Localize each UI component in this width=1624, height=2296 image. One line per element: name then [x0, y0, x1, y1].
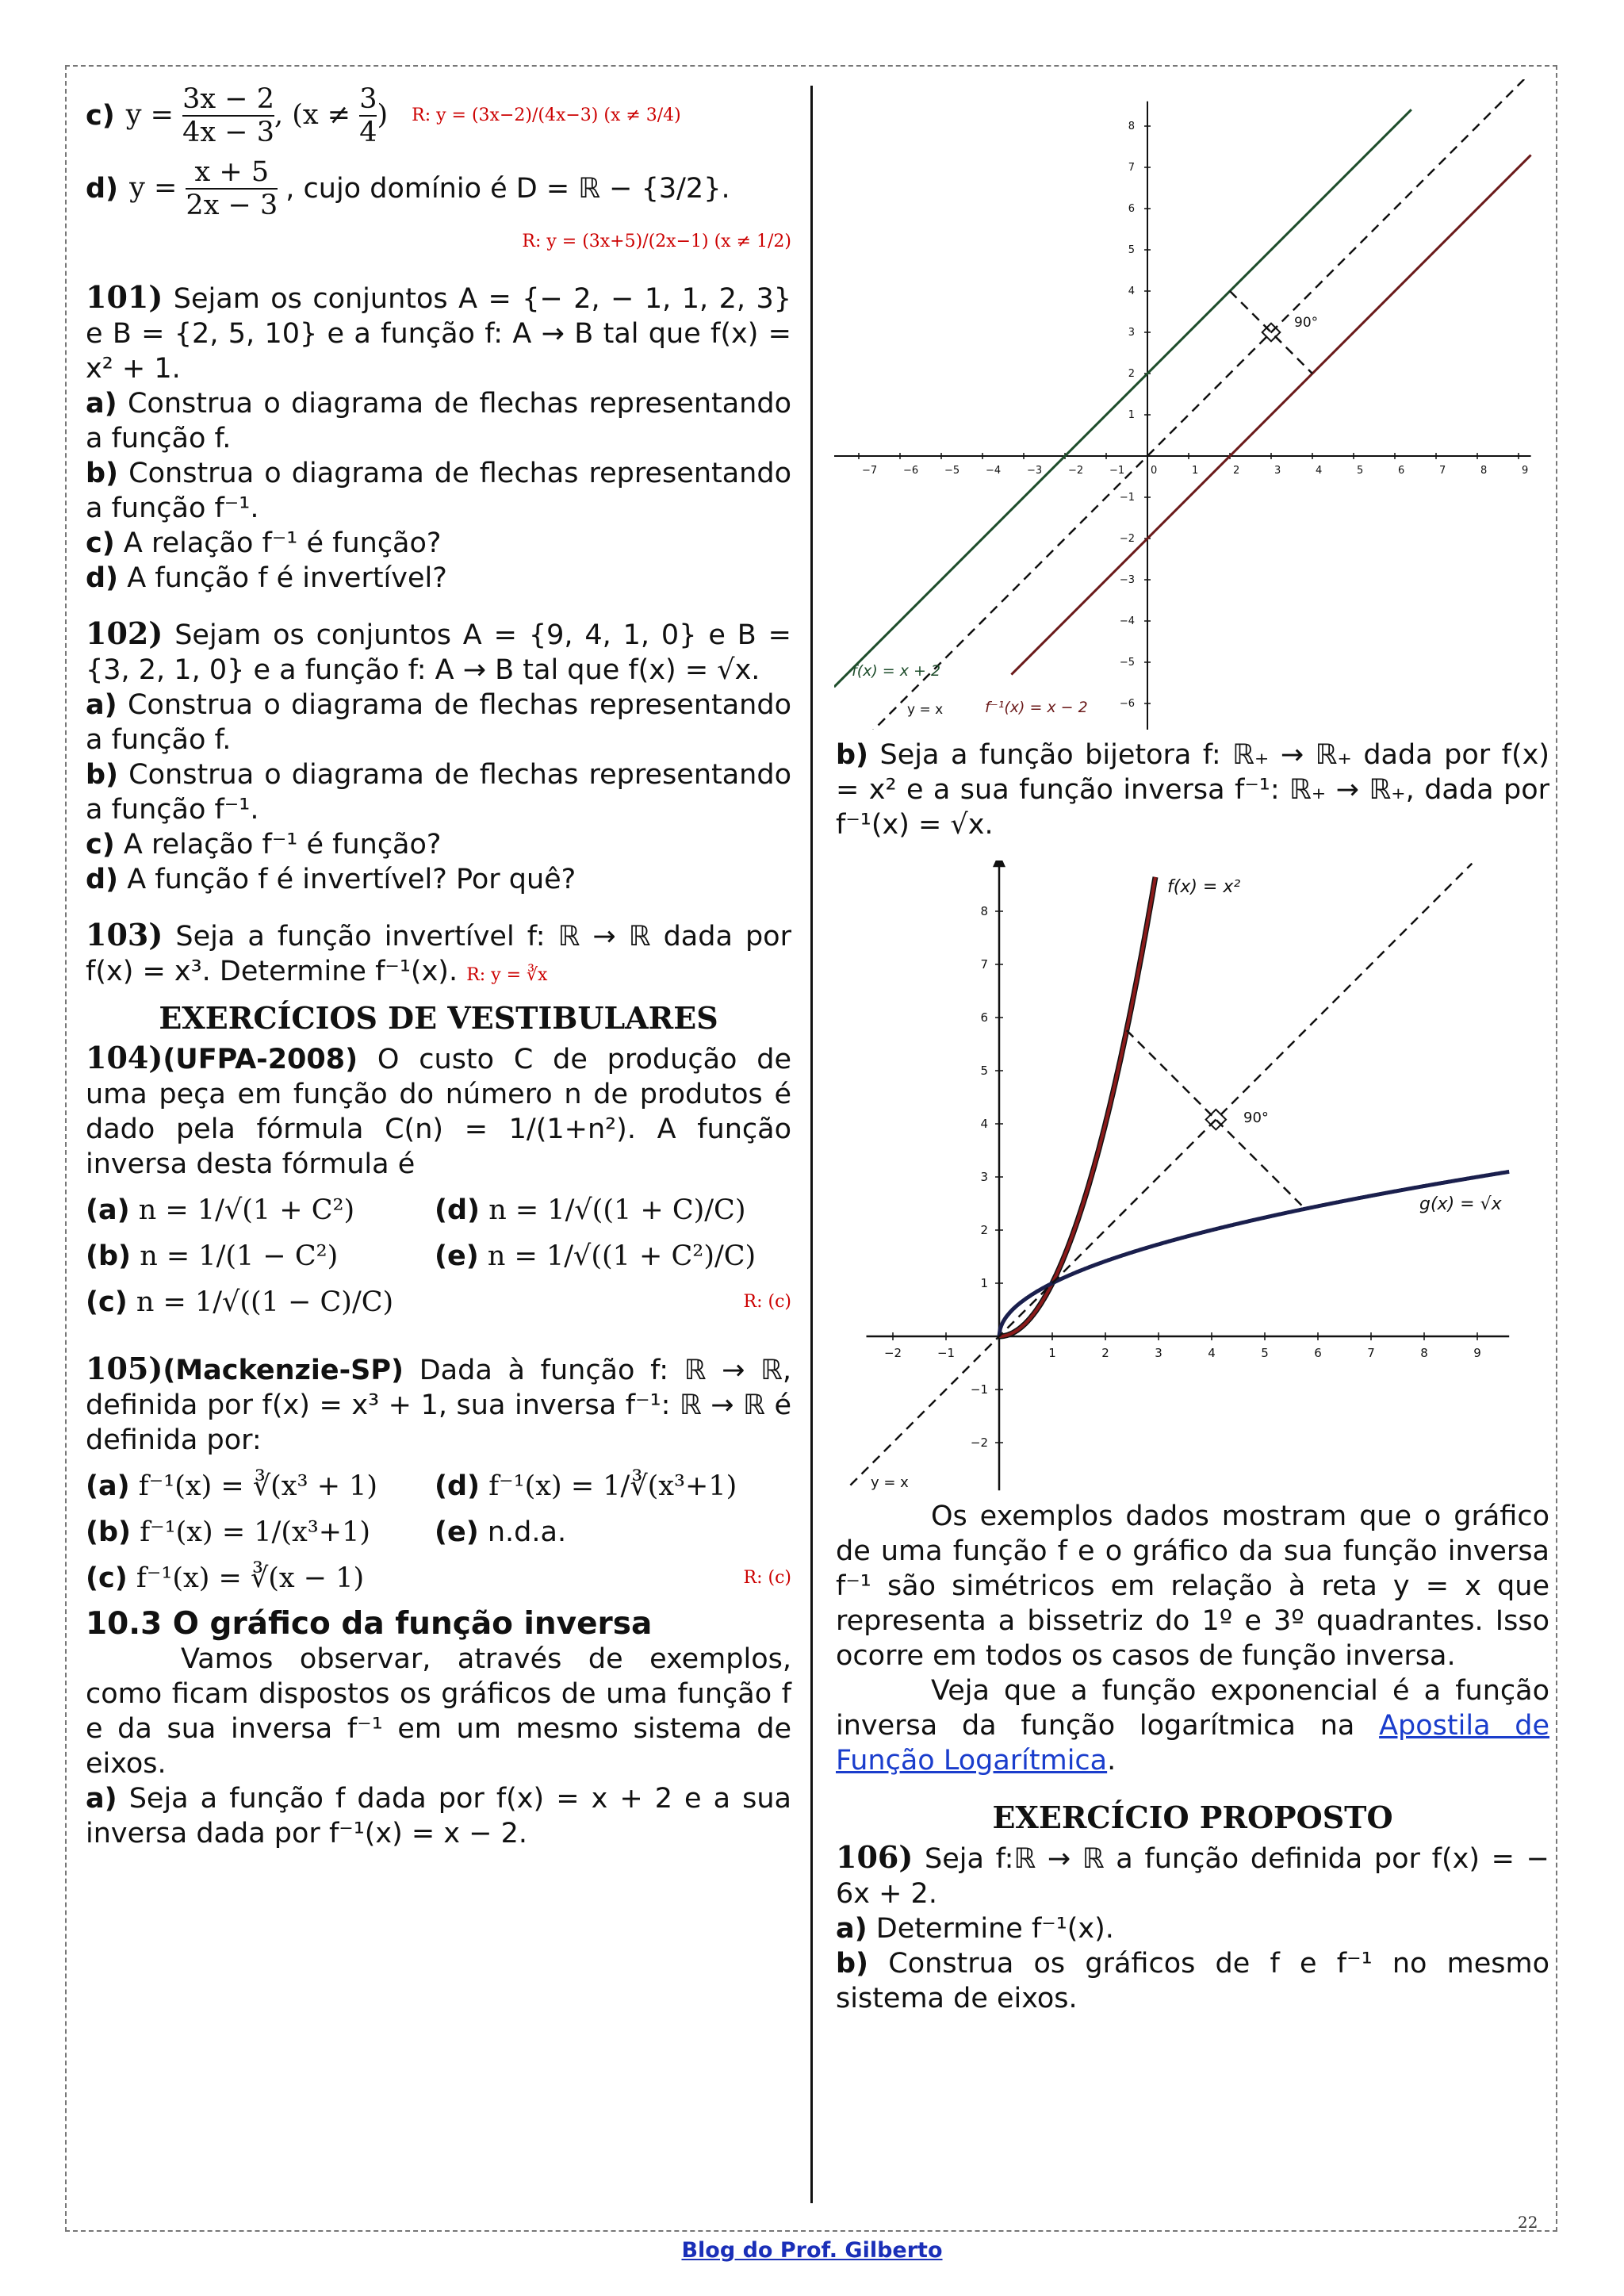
- graph-linear-inverse: [834, 79, 1548, 730]
- q102-c: A relação f⁻¹ é função?: [123, 829, 442, 861]
- graph1-y-tick-label: 7: [1128, 162, 1135, 174]
- right-column: b) Seja a função bijetora f: ℝ₊ → ℝ₊ dada por f(x) = x² e a sua função inversa f⁻¹: ℝ₊ → ℝ₊, dada por f⁻¹(x) = √x.: [836, 739, 1549, 841]
- graph1-angle-label: 90°: [1294, 315, 1319, 331]
- graph1-x-tick-label: 3: [1274, 465, 1281, 477]
- item-c: [86, 79, 791, 152]
- q101: [86, 280, 791, 386]
- q105-options-row2: (b) f⁻¹(x) = 1/(x³+1) (e) n.d.a.: [86, 1516, 567, 1548]
- q105-answer: R: (c): [743, 1568, 791, 1588]
- item-d: [86, 152, 791, 225]
- graph1-x-tick-label: 6: [1398, 465, 1405, 477]
- graph1-yx-label: y = x: [907, 702, 944, 718]
- graph2-x-tick-label: 9: [1473, 1346, 1481, 1360]
- q106-number: 106): [836, 1839, 914, 1875]
- graph2-f-label: f(x) = x²: [1167, 877, 1241, 897]
- apostila-link[interactable]: Apostila de Função Logarítmica: [836, 1710, 1549, 1777]
- section-10-3-text: Vamos observar, através de exemplos, como ficam dispostos os gráficos de uma função f e da sua inversa f⁻¹ em um mesmo sistema de eixos.: [86, 1643, 791, 1780]
- graph2-y-tick-label: 3: [980, 1170, 988, 1184]
- graph1-y-tick-label: −4: [1119, 615, 1135, 627]
- section-10-3-title: 10.3 O gráfico da função inversa: [86, 1606, 653, 1642]
- graph2-x-tick-label: 8: [1420, 1346, 1428, 1360]
- item-c-equation: y = $\frac{3x - 2}{4x - 3}$ , (x ≠ $\frac{3}{4}$ ): [125, 82, 389, 148]
- graph1-x-tick-label: −1: [1109, 465, 1125, 477]
- graph1-x-tick-label: 8: [1480, 465, 1488, 477]
- q102-a: Construa o diagrama de flechas representando a função f.: [86, 689, 791, 756]
- item-c-answer: R: y = (3x−2)/(4x−3) (x ≠ 3/4): [412, 105, 681, 125]
- q105-number: 105): [86, 1351, 163, 1386]
- graph2-x-tick-label: 1: [1048, 1346, 1056, 1360]
- q102-b: Construa o diagrama de flechas representando a função f⁻¹.: [86, 759, 791, 826]
- graph2-g-label: g(x) = √x: [1419, 1194, 1502, 1214]
- footer-blog-link[interactable]: Blog do Prof. Gilberto: [681, 2238, 943, 2263]
- graph1-x-tick-label: 0: [1151, 465, 1158, 477]
- page-number: 22: [1518, 2213, 1538, 2232]
- q105-text: Dada à função f: ℝ → ℝ, definida por f(x) = x³ + 1, sua inversa f⁻¹: ℝ → ℝ é definida por:: [86, 1355, 791, 1456]
- item-c-label: c): [86, 100, 115, 132]
- graph1-y-tick-label: 1: [1128, 409, 1135, 421]
- graph1-x-tick-label: −5: [944, 465, 960, 477]
- q104-option-a: n = 1/√(1 + C²): [138, 1194, 355, 1226]
- graph1-x-tick-label: −4: [986, 465, 1002, 477]
- graph1-yx-line: [867, 79, 1529, 730]
- q104-option-c: n = 1/√((1 − C)/C): [136, 1286, 394, 1318]
- item-d-answer: R: y = (3x+5)/(2x−1) (x ≠ 1/2): [522, 232, 791, 251]
- graph2-y-tick-label: 8: [980, 904, 988, 918]
- q102: [86, 616, 791, 688]
- q104: [86, 1041, 791, 1182]
- item-d-label: d): [86, 173, 119, 205]
- graph-square-sqrt: [834, 861, 1548, 1495]
- q102-number: 102): [86, 615, 163, 651]
- graph2-f-curve: [999, 877, 1155, 1336]
- graph2-angle-label: 90°: [1243, 1110, 1269, 1126]
- q103-number: 103): [86, 917, 163, 953]
- graph2-y-tick-label: 4: [980, 1117, 988, 1131]
- graph2-x-tick-label: −1: [936, 1346, 956, 1360]
- q104-text: O custo C de produção de uma peça em função do número n de produtos é dado pela fórmula C(n) = 1/(1+n²). A função inversa desta fórmula é: [86, 1044, 791, 1180]
- graph1-y-tick-label: −6: [1119, 698, 1135, 710]
- q105-option-a: f⁻¹(x) = ∛(x³ + 1): [138, 1470, 378, 1502]
- graph1-y-tick-label: 5: [1128, 244, 1135, 256]
- q103-answer: R: y = ∛x: [466, 965, 548, 985]
- graph1-y-tick-label: 4: [1128, 286, 1135, 297]
- graph2-f-curve-outline: [999, 877, 1155, 1336]
- q101-number: 101): [86, 279, 163, 315]
- graph2-y-tick-label: 1: [980, 1276, 988, 1290]
- graph2-y-arrow: [993, 861, 1005, 867]
- graph2-yx-line: [850, 864, 1472, 1485]
- q104-options-row2: (b) n = 1/(1 − C²) (e) n = 1/√((1 + C²)/C): [86, 1240, 756, 1272]
- exp-log-paragraph: Veja que a função exponencial é a função inversa da função logarítmica na: [836, 1675, 1549, 1742]
- graph1-y-tick-label: 3: [1128, 327, 1135, 339]
- q105-option-b: f⁻¹(x) = 1/(x³+1): [140, 1516, 371, 1548]
- q101-d: A função f é invertível?: [127, 562, 447, 594]
- q105-options-row3: (c) f⁻¹(x) = ∛(x − 1) R: (c): [86, 1562, 791, 1594]
- q104-option-e: n = 1/√((1 + C²)/C): [487, 1240, 756, 1272]
- graph2-y-tick-label: 6: [980, 1010, 988, 1025]
- right-column-text: Os exemplos dados mostram que o gráfico de uma função f e o gráfico da sua função inversa f⁻¹ são simétricos em relação à reta y = x que representa a bissetriz do 1º e 3º quadrantes. Isso ocorre em todos os casos de função inversa. Veja que a função exponencial é a função inversa da função logarítmica na Apostila de Função Logarítmica. EXERCÍCIO PROPOSTO 106) Seja f:ℝ → ℝ a função definida por f(x) = − 6x + 2. a) Determine f⁻¹(x). b) Construa os gráficos de f e f⁻¹ no mesmo sistema de eixos.: [836, 1501, 1549, 2014]
- q105-option-d: f⁻¹(x) = 1/∛(x³+1): [488, 1470, 737, 1502]
- q103: [86, 918, 791, 993]
- q105-option-c: f⁻¹(x) = ∛(x − 1): [136, 1562, 365, 1594]
- symmetry-paragraph: Os exemplos dados mostram que o gráfico de uma função f e o gráfico da sua função inversa f⁻¹ são simétricos em relação à reta y = x que representa a bissetriz do 1º e 3º quadrantes. Isso ocorre em todos os casos de função inversa.: [836, 1501, 1549, 1672]
- graph1-x-tick-label: 1: [1192, 465, 1199, 477]
- graph1-x-tick-label: 4: [1316, 465, 1323, 477]
- section-title-vestibulares: EXERCÍCIOS DE VESTIBULARES: [159, 1000, 718, 1036]
- graph1-y-tick-label: −1: [1119, 492, 1135, 504]
- q105-options-row1: (a) f⁻¹(x) = ∛(x³ + 1) (d) f⁻¹(x) = 1/∛(x³+1): [86, 1470, 737, 1502]
- q101-b: Construa o diagrama de flechas representando a função f⁻¹.: [86, 458, 791, 524]
- q106-text: Seja f:ℝ → ℝ a função definida por f(x) = − 6x + 2.: [836, 1843, 1549, 1910]
- graph2-x-tick-label: 7: [1367, 1346, 1375, 1360]
- graph1-x-tick-label: 2: [1233, 465, 1240, 477]
- q102-d: A função f é invertível? Por quê?: [127, 864, 576, 895]
- graph2-y-tick-label: 7: [980, 957, 988, 972]
- q105-option-e: n.d.a.: [487, 1516, 567, 1548]
- graph1-x-tick-label: −3: [1027, 465, 1043, 477]
- q104-options-row1: (a) n = 1/√(1 + C²) (d) n = 1/√((1 + C)/C): [86, 1194, 746, 1226]
- column-divider: [810, 86, 813, 2203]
- graph2-y-tick-label: 2: [980, 1223, 988, 1237]
- graph1-x-tick-label: 9: [1522, 465, 1529, 477]
- graph1-finv-line: [1011, 155, 1530, 674]
- graph2-y-tick-label: −1: [970, 1382, 988, 1397]
- q104-options-row3: (c) n = 1/√((1 − C)/C) R: (c): [86, 1286, 791, 1318]
- graph1-y-tick-label: 8: [1128, 121, 1135, 132]
- graph2-yx-label: y = x: [871, 1474, 909, 1491]
- graph1-f-line: [834, 109, 1411, 687]
- q101-a: Construa o diagrama de flechas representando a função f.: [86, 388, 791, 454]
- graph2-x-tick-label: 3: [1155, 1346, 1162, 1360]
- item-d-equation: y = $\frac{x + 5}{2x - 3}$: [129, 155, 278, 221]
- q105: [86, 1351, 791, 1458]
- graph1-y-tick-label: 2: [1128, 368, 1135, 380]
- graph1-finv-label: f⁻¹(x) = x − 2: [985, 699, 1088, 716]
- graph2-y-tick-label: 5: [980, 1064, 988, 1078]
- graph1-y-tick-label: −2: [1119, 533, 1135, 545]
- graph2-x-tick-label: 5: [1261, 1346, 1269, 1360]
- graph2-x-tick-label: −2: [883, 1346, 902, 1360]
- graph1-y-tick-label: −3: [1119, 574, 1135, 586]
- graph1-y-tick-label: −5: [1119, 657, 1135, 669]
- q104-option-d: n = 1/√((1 + C)/C): [488, 1194, 746, 1226]
- graph1-y-tick-label: 6: [1128, 203, 1135, 215]
- item-d-text: , cujo domínio é D = ℝ − {3/2}.: [285, 173, 730, 205]
- item-b-text: Seja a função bijetora f: ℝ₊ → ℝ₊ dada por f(x) = x² e a sua função inversa f⁻¹: ℝ₊ → ℝ₊, dada por f⁻¹(x) = √x.: [836, 739, 1549, 841]
- q104-option-b: n = 1/(1 − C²): [140, 1240, 339, 1272]
- graph2-x-tick-label: 6: [1314, 1346, 1322, 1360]
- q103-text: Seja a função invertível f: ℝ → ℝ dada por f(x) = x³. Determine f⁻¹(x).: [86, 921, 791, 987]
- graph1-f-label: f(x) = x + 2: [852, 662, 941, 680]
- graph1-x-tick-label: −2: [1068, 465, 1084, 477]
- graph2-y-tick-label: −2: [970, 1435, 988, 1450]
- q105-source: (Mackenzie-SP): [163, 1355, 404, 1386]
- q101-text: Sejam os conjuntos A = {− 2, − 1, 1, 2, 3} e B = {2, 5, 10} e a função f: A → B tal que f(x) = x² + 1.: [86, 283, 791, 385]
- graph1-x-tick-label: 7: [1439, 465, 1446, 477]
- q106-a: Determine f⁻¹(x).: [875, 1913, 1114, 1945]
- q106-b: Construa os gráficos de f e f⁻¹ no mesmo sistema de eixos.: [836, 1948, 1549, 2014]
- q104-source: (UFPA-2008): [163, 1044, 358, 1075]
- q102-text: Sejam os conjuntos A = {9, 4, 1, 0} e B = {3, 2, 1, 0} e a função f: A → B tal que f(x) = √x.: [86, 619, 791, 686]
- left-column: c) y = $\frac{3x - 2}{4x - 3}$ , (x ≠ $\frac{3}{4}$ ) R: y = (3x−2)/(4x−3) (x ≠ 3/4) d) y = $\frac{x + 5}{2x - 3}$ , cujo domínio é D = ℝ − {3/2}. R: y = (3x+5)/(2x−1) (x ≠ 1/2) 101) Sejam os conjuntos A = {− 2, − 1, 1, 2, 3} e B = {2, 5, 10} e a função f: A → B tal que f(x) = x² + 1. a) Construa o diagrama de flechas representando a função f. b) Construa o diagrama de flechas representando a função f⁻¹. c) A relação f⁻¹ é função? d) A função f é invertível? 102) Sejam os conjuntos A = {9, 4, 1, 0} e B = {3, 2, 1, 0} e a função f: A → B tal que f(x) = √x. a) Construa o diagrama de flechas representando a função f. b) Construa o diagrama de flechas representando a função f⁻¹. c) A relação f⁻¹ é função? d) A função f é invertível? Por quê? 103) Seja a função invertível f: ℝ → ℝ dada por f(x) = x³. Determine f⁻¹(x). R: y = ∛x EXERCÍCIOS DE VESTIBULARES 104)(UFPA-2008) O custo C de produção de uma peça em função do número n de produtos é dado pela fórmula C(n) = 1/(1+n²). A função inversa desta fórmula é (a) n = 1/√(1 + C²) (d) n = 1/√((1 + C)/C) (b) n = 1/(1 − C²) (e) n = 1/√((1 + C²)/C) (c) n = 1/√((1 − C)/C) R: (c) 105)(Mackenzie-SP) Dada à função f: ℝ → ℝ, definida por f(x) = x³ + 1, sua inversa f⁻¹: ℝ → ℝ é definida por: (a) f⁻¹(x) = ∛(x³ + 1) (d) f⁻¹(x) = 1/∛(x³+1) (b) f⁻¹(x) = 1/(x³+1) (e) n.d.a. (c) f⁻¹(x) = ∛(x − 1) R: (c) 10.3 O gráfico da função inversa Vamos observar, através de exemplos, como ficam dispostos os gráficos de uma função f e da sua inversa f⁻¹ em um mesmo sistema de eixos. a) Seja a função f dada por f(x) = x + 2 e a sua inversa dada por f⁻¹(x) = x − 2.: [86, 79, 791, 1851]
- graph1-x-tick-label: −6: [903, 465, 919, 477]
- q104-answer: R: (c): [743, 1292, 791, 1312]
- q101-c: A relação f⁻¹ é função?: [123, 527, 442, 559]
- graph2-x-tick-label: 4: [1208, 1346, 1216, 1360]
- q104-number: 104): [86, 1040, 163, 1075]
- graph1-x-tick-label: −7: [862, 465, 878, 477]
- graph2-x-tick-label: 2: [1101, 1346, 1109, 1360]
- section-10-3-item-a: Seja a função f dada por f(x) = x + 2 e a sua inversa dada por f⁻¹(x) = x − 2.: [86, 1783, 791, 1849]
- graph1-x-tick-label: 5: [1357, 465, 1364, 477]
- section-title-proposto: EXERCÍCIO PROPOSTO: [992, 1800, 1393, 1835]
